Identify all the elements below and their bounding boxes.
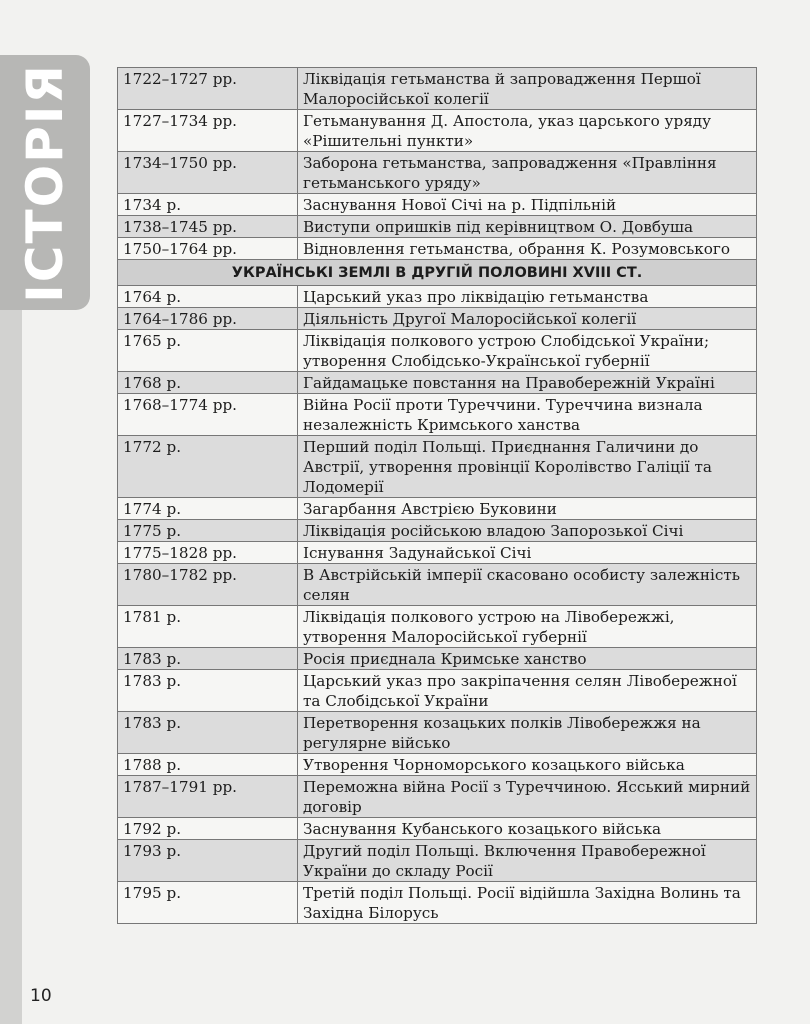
table-row [118,308,757,330]
table-row [118,520,757,542]
row-event: Відновлення гетьманства, обрання К. Розумовського [298,238,757,260]
table-row [118,882,757,924]
row-event: В Австрійській імперії скасовано особисту залежність селян [298,564,757,606]
row-date: 1738–1745 рр. [118,216,298,238]
row-event: Царський указ про закріпачення селян Лівобережної та Слобідської України [298,670,757,712]
section-heading-group [118,260,757,286]
row-event: Гайдамацьке повстання на Правобережній Україні [298,372,757,394]
row-date: 1788 р. [118,754,298,776]
row-event: Ліквідація гетьманства й запровадження Першої Малоросійської колегії [298,68,757,110]
table-row [118,776,757,818]
row-date: 1734 р. [118,194,298,216]
row-event: Переможна війна Росії з Туреччиною. Ясський мирний договір [298,776,757,818]
side-margin-bar [0,310,22,1024]
row-date: 1780–1782 рр. [118,564,298,606]
row-date: 1783 р. [118,670,298,712]
row-event: Заснування Кубанського козацького війська [298,818,757,840]
chronology-table [117,67,757,924]
table-row [118,670,757,712]
row-date: 1768 р. [118,372,298,394]
row-date: 1783 р. [118,712,298,754]
row-date: 1781 р. [118,606,298,648]
row-date: 1793 р. [118,840,298,882]
row-date: 1764–1786 рр. [118,308,298,330]
row-date: 1764 р. [118,286,298,308]
section-tab [0,55,90,310]
row-date: 1772 р. [118,436,298,498]
row-date: 1734–1750 рр. [118,152,298,194]
table-row [118,372,757,394]
table-row [118,286,757,308]
row-event: Другий поділ Польщі. Включення Правобережної України до складу Росії [298,840,757,882]
row-event: Діяльність Другої Малоросійської колегії [298,308,757,330]
table-row [118,68,757,110]
row-event: Війна Росії проти Туреччини. Туреччина визнала незалежність Кримського ханства [298,394,757,436]
section-heading-row [118,260,757,286]
row-event: Загарбання Австрією Буковини [298,498,757,520]
row-event: Ліквідація полкового устрою Слобідської України; утворення Слобідсько-Української губернії [298,330,757,372]
table-row [118,194,757,216]
table-row [118,498,757,520]
row-event: Ліквідація російською владою Запорозької Січі [298,520,757,542]
page-number: 10 [30,986,52,1006]
table-row [118,238,757,260]
row-event: Третій поділ Польщі. Росії відійшла Західна Волинь та Західна Білорусь [298,882,757,924]
row-event: Існування Задунайської Січі [298,542,757,564]
row-event: Росія приєднала Кримське ханство [298,648,757,670]
row-event: Ліквідація полкового устрою на Лівобережжі, утворення Малоросійської губернії [298,606,757,648]
row-event: Заборона гетьманства, запровадження «Правління гетьманського уряду» [298,152,757,194]
table-row [118,712,757,754]
row-event: Гетьманування Д. Апостола, указ царського уряду «Рішительні пункти» [298,110,757,152]
table-row [118,152,757,194]
row-date: 1787–1791 рр. [118,776,298,818]
row-date: 1765 р. [118,330,298,372]
row-event: Перший поділ Польщі. Приєднання Галичини до Австрії, утворення провінції Королівство Галіції та Лодомерії [298,436,757,498]
row-event: Царський указ про ліквідацію гетьманства [298,286,757,308]
rows-before-section [118,68,757,260]
row-event: Перетворення козацьких полків Лівобережжя на регулярне військо [298,712,757,754]
row-date: 1775 р. [118,520,298,542]
row-event: Заснування Нової Січі на р. Підпільній [298,194,757,216]
section-tab-label: ІСТОРІЯ [16,63,74,303]
row-event: Утворення Чорноморського козацького війська [298,754,757,776]
rows-after-section [118,286,757,924]
row-date: 1722–1727 рр. [118,68,298,110]
row-date: 1792 р. [118,818,298,840]
row-date: 1750–1764 рр. [118,238,298,260]
row-date: 1795 р. [118,882,298,924]
row-date: 1774 р. [118,498,298,520]
table-row [118,818,757,840]
table-row [118,216,757,238]
table-row [118,754,757,776]
table-row [118,330,757,372]
table-row [118,436,757,498]
row-event: Виступи опришків під керівництвом О. Довбуша [298,216,757,238]
table-row [118,840,757,882]
row-date: 1727–1734 рр. [118,110,298,152]
table-row [118,394,757,436]
table-row [118,606,757,648]
table-row [118,542,757,564]
table-row [118,648,757,670]
row-date: 1783 р. [118,648,298,670]
row-date: 1768–1774 рр. [118,394,298,436]
table-row [118,110,757,152]
row-date: 1775–1828 рр. [118,542,298,564]
table-row [118,564,757,606]
section-heading: УКРАЇНСЬКІ ЗЕМЛІ В ДРУГІЙ ПОЛОВИНІ XVIII СТ. [118,260,757,286]
